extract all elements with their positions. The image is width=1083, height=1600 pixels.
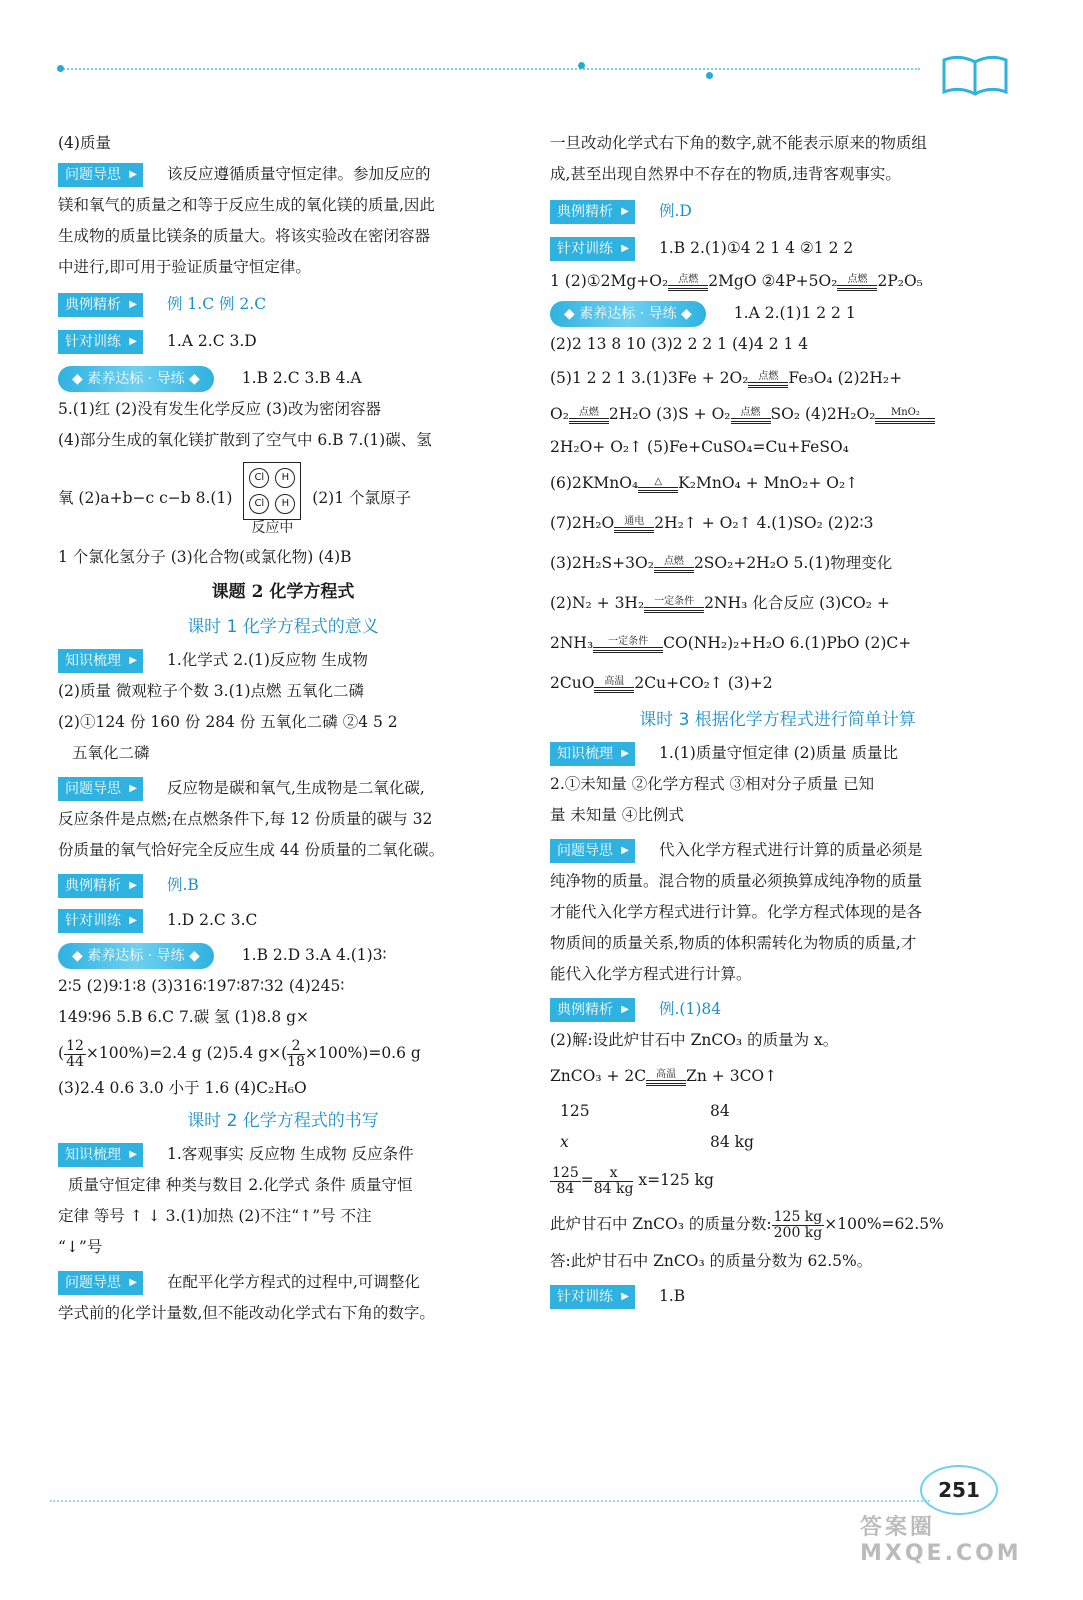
fraction: $\frac{125 kg}{200 kg}$: [773, 1208, 823, 1241]
text-line: 1 个氯化氢分子 (3)化合物(或氯化物) (4)B: [58, 548, 352, 566]
text-line: 镁和氧气的质量之和等于反应生成的氧化镁的质量,因此: [58, 196, 435, 214]
label-dljx: 典例精析 ▶: [550, 200, 635, 224]
text-line: x 84 kg: [560, 1133, 754, 1151]
label-dxxl: 针对训练 ▶: [550, 1285, 635, 1309]
lesson-heading: 课时 3 根据化学方程式进行简单计算: [639, 710, 916, 730]
label-sydb: ◆ 素养达标 · 导练 ◆: [58, 943, 214, 969]
text-line: 此炉甘石中 ZnCO₃ 的质量分数: $\frac{125 kg}{200 kg}$ ×100%=62.5%: [550, 1208, 944, 1241]
text-line: 典例精析 ▶ 例 1.C 例 2.C: [58, 289, 508, 320]
text-line: (2)质量 微观粒子个数 3.(1)点燃 五氧化二磷: [58, 682, 364, 700]
watermark: 答案圈 MXQE.COM: [860, 1515, 1022, 1566]
fraction: $\frac{2}{18}$: [287, 1037, 305, 1070]
lesson-heading: 课时 2 化学方程式的书写: [187, 1111, 379, 1131]
book-icon: [940, 52, 1010, 98]
right-column: [550, 128, 1005, 1312]
text-line: (5)1 2 2 1 3.(1)3Fe + 2O₂ 点燃 Fe₃O₄ (2)2H₂+: [550, 369, 903, 387]
text-line: 典例精析 ▶ 例.B: [58, 870, 508, 901]
label-zssl: 知识梳理 ▶: [58, 1143, 143, 1167]
text-line: 份质量的氧气恰好完全反应生成 44 份质量的二氧化碳。: [58, 841, 445, 859]
text-line: ( $\frac{12}{44}$ ×100%)=2.4 g (2)5.4 g×( $\frac{2}{18}$ ×100%)=0.6 g: [58, 1037, 421, 1070]
text-line: 学式前的化学计量数,但不能改动化学式右下角的数字。: [58, 1304, 435, 1322]
text-line: 纯净物的质量。混合物的质量必须换算成纯净物的质量: [550, 872, 923, 890]
label-wtds: 问题导思 ▶: [58, 163, 143, 187]
text-line: 2.①未知量 ②化学方程式 ③相对分子质量 已知: [550, 775, 875, 793]
fraction: $\frac{12}{44}$: [66, 1037, 84, 1070]
topic-heading: 课题 2 化学方程式: [211, 582, 355, 602]
text-line: 知识梳理 ▶ 1.化学式 2.(1)反应物 生成物: [58, 645, 508, 676]
text-line: (3)2H₂S+3O₂ 点燃 2SO₂+2H₂O 5.(1)物理变化: [550, 554, 893, 572]
chlorine-atom-icon: Cl: [249, 468, 269, 488]
fraction: $\frac{125}{84}$: [552, 1164, 579, 1197]
hydrogen-atom-icon: H: [275, 468, 295, 488]
text-line: 问题导思 ▶ 该反应遵循质量守恒定律。参加反应的: [58, 159, 508, 190]
label-wtds: 问题导思 ▶: [58, 777, 143, 801]
text-line: (3)2.4 0.6 3.0 小于 1.6 (4)C₂H₆O: [58, 1079, 307, 1097]
text-line: 125 84: [560, 1102, 730, 1120]
text-line: (6)2KMnO₄ △ K₂MnO₄ + MnO₂+ O₂↑: [550, 474, 859, 492]
page-number: 251: [920, 1465, 998, 1515]
text-line: 定律 等号 ↑ ↓ 3.(1)加热 (2)不注“↑”号 不注: [58, 1207, 372, 1225]
text-line: $\frac{125}{84}$ = $\frac{x}{84 kg}$ x=125 kg: [552, 1164, 714, 1197]
text-line: 针对训练 ▶ 1.A 2.C 3.D: [58, 326, 508, 357]
text-line: 典例精析 ▶ 例.(1)84: [550, 994, 1005, 1025]
label-dxxl: 针对训练 ▶: [58, 330, 143, 354]
text-line: (4)部分生成的氧化镁扩散到了空气中 6.B 7.(1)碳、氢: [58, 431, 432, 449]
label-zssl: 知识梳理 ▶: [550, 742, 635, 766]
chlorine-atom-icon: Cl: [249, 494, 269, 514]
text-line: 问题导思 ▶ 代入化学方程式进行计算的质量必须是: [550, 835, 1005, 866]
label-dxxl: 针对训练 ▶: [58, 909, 143, 933]
text-line: ◆ 素养达标 · 导练 ◆ 1.B 2.C 3.B 4.A: [58, 363, 508, 394]
label-sydb: ◆ 素养达标 · 导练 ◆: [550, 301, 706, 327]
text-line: 2∶5 (2)9∶1∶8 (3)316∶197∶87∶32 (4)245∶: [58, 977, 345, 995]
text-line: 中进行,即可用于验证质量守恒定律。: [58, 258, 311, 276]
text-line: (2)2 13 8 10 (3)2 2 2 1 (4)4 2 1 4: [550, 335, 809, 353]
label-dxxl: 针对训练 ▶: [550, 237, 635, 261]
text-line: 质量守恒定律 种类与数目 2.化学式 条件 质量守恒: [68, 1176, 413, 1194]
text-line: 一旦改动化学式右下角的数字,就不能表示原来的物质组: [550, 134, 927, 152]
text-line: ◆ 素养达标 · 导练 ◆ 1.B 2.D 3.A 4.(1)3∶: [58, 940, 508, 971]
lesson-heading: 课时 1 化学方程式的意义: [187, 617, 379, 637]
top-dot: [578, 62, 585, 69]
label-sydb: ◆ 素养达标 · 导练 ◆: [58, 366, 214, 392]
text-line: 量 未知量 ④比例式: [550, 806, 684, 824]
text-line: (2)解:设此炉甘石中 ZnCO₃ 的质量为 x。: [550, 1031, 839, 1049]
text-line: 针对训练 ▶ 1.B: [550, 1281, 1005, 1312]
text-line: 知识梳理 ▶ 1.客观事实 反应物 生成物 反应条件: [58, 1139, 508, 1170]
text-line: 5.(1)红 (2)没有发生化学反应 (3)改为密闭容器: [58, 400, 382, 418]
fraction: $\frac{x}{84 kg}$: [593, 1164, 634, 1197]
text-line: 针对训练 ▶ 1.D 2.C 3.C: [58, 905, 508, 936]
text-line: 1 (2)①2Mg+O₂ 点燃 2MgO ②4P+5O₂ 点燃 2P₂O₅: [550, 272, 923, 290]
top-dot: [706, 72, 713, 79]
label-dljx: 典例精析 ▶: [550, 998, 635, 1022]
text-line: 问题导思 ▶ 反应物是碳和氧气,生成物是二氧化碳,: [58, 773, 508, 804]
text-line: (4)质量: [58, 134, 111, 152]
text-line: 2NH₃ 一定条件 CO(NH₂)₂+H₂O 6.(1)PbO (2)C+: [550, 634, 912, 652]
text-line: 答:此炉甘石中 ZnCO₃ 的质量分数为 62.5%。: [550, 1252, 873, 1270]
top-dot: [57, 65, 64, 72]
top-dotted-rule: [60, 68, 920, 70]
figure-caption: 反应中: [251, 520, 294, 536]
text-line: 氧 (2)a+b−c c−b 8.(1) Cl H Cl H 反应中 (2)1 个氯原子: [58, 462, 508, 536]
text-line: (2)N₂ + 3H₂ 一定条件 2NH₃ 化合反应 (3)CO₂ +: [550, 594, 890, 612]
text-line: 知识梳理 ▶ 1.(1)质量守恒定律 (2)质量 质量比: [550, 738, 1005, 769]
text-line: 才能代入化学方程式进行计算。化学方程式体现的是各: [550, 903, 923, 921]
text-line: 能代入化学方程式进行计算。: [550, 965, 752, 983]
text-line: 2H₂O+ O₂↑ (5)Fe+CuSO₄=Cu+FeSO₄: [550, 438, 849, 456]
text-line: 反应条件是点燃;在点燃条件下,每 12 份质量的碳与 32: [58, 810, 433, 828]
label-zssl: 知识梳理 ▶: [58, 649, 143, 673]
reaction-figure: [243, 462, 301, 536]
label-dljx: 典例精析 ▶: [58, 874, 143, 898]
text-line: O₂ 点燃 2H₂O (3)S + O₂ 点燃 SO₂ (4)2H₂O₂ MnO₂: [550, 396, 1005, 432]
text-line: 典例精析 ▶ 例.D: [550, 196, 1005, 227]
text-line: 五氧化二磷: [72, 744, 150, 762]
text-line: 生成物的质量比镁条的质量大。将该实验改在密闭容器: [58, 227, 431, 245]
left-column: [58, 128, 508, 1329]
label-wtds: 问题导思 ▶: [58, 1271, 143, 1295]
text-line: 149∶96 5.B 6.C 7.碳 氢 (1)8.8 g×: [58, 1008, 310, 1026]
text-line: 问题导思 ▶ 在配平化学方程式的过程中,可调整化: [58, 1267, 508, 1298]
text-line: 物质间的质量关系,物质的体积需转化为物质的质量,才: [550, 934, 917, 952]
hydrogen-atom-icon: H: [275, 494, 295, 514]
text-line: ZnCO₃ + 2C 高温 Zn + 3CO↑: [550, 1067, 778, 1085]
text-line: 成,甚至出现自然界中不存在的物质,违背客观事实。: [550, 165, 901, 183]
text-line: 针对训练 ▶ 1.B 2.(1)①4 2 1 4 ②1 2 2: [550, 233, 1005, 264]
label-wtds: 问题导思 ▶: [550, 839, 635, 863]
text-line: (2)①124 份 160 份 284 份 五氧化二磷 ②4 5 2: [58, 713, 398, 731]
label-dljx: 典例精析 ▶: [58, 293, 143, 317]
text-line: “↓”号: [58, 1238, 103, 1256]
text-line: (7)2H₂O 通电 2H₂↑ + O₂↑ 4.(1)SO₂ (2)2∶3: [550, 514, 874, 532]
text-line: ◆ 素养达标 · 导练 ◆ 1.A 2.(1)1 2 2 1: [550, 298, 1005, 329]
bottom-dotted-rule: [50, 1500, 930, 1502]
text-line: 2CuO 高温 2Cu+CO₂↑ (3)+2: [550, 674, 773, 692]
